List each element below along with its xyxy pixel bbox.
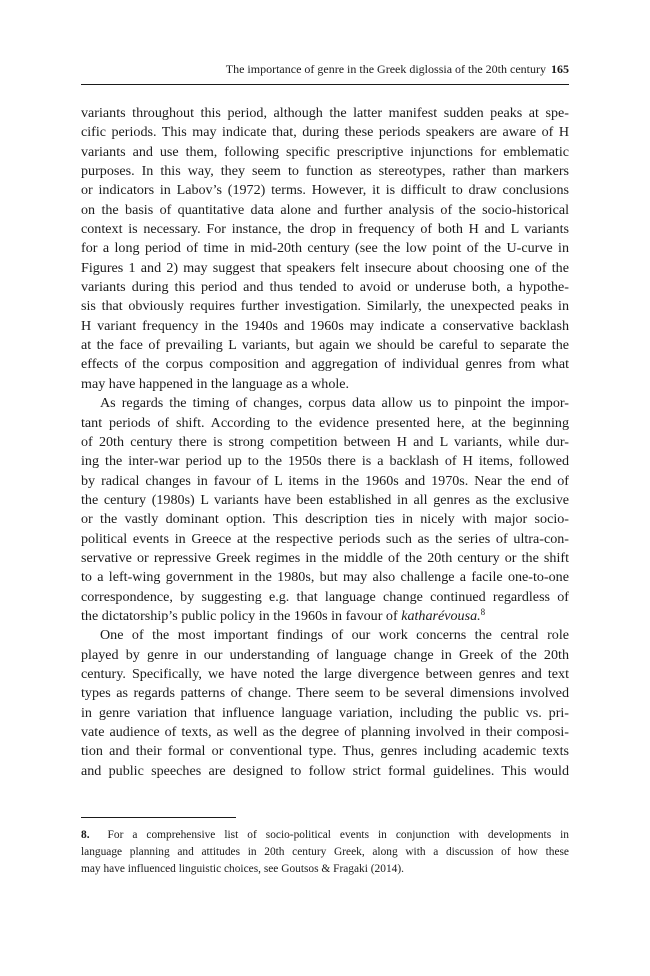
text-line: context is necessary. For instance, the drop in frequency of both H and L variants — [81, 221, 569, 238]
text-line: types as regards patterns of change. There seem to be several dimensions involved — [81, 685, 569, 702]
text-line: H variant frequency in the 1940s and 1960s may indicate a conservative backlash — [81, 317, 569, 334]
text-line-content: the dictatorship’s public policy in the 1960s in favour of — [81, 607, 402, 624]
footnote-reference[interactable]: 8 — [480, 606, 486, 617]
text-line: for a long period of time in mid-20th century (see the low point of the U-curve in — [81, 240, 569, 257]
text-line: at the face of prevailing L variants, but again we should be careful to separate the — [81, 337, 569, 354]
text-line: in genre variation that influence language variation, including the public vs. pri- — [81, 704, 569, 721]
footnote-line — [81, 827, 569, 844]
italic-term: katharévousa. — [401, 607, 481, 624]
text-line: of 20th century there is strong competition between H and L variants, while dur- — [81, 433, 569, 450]
text-line: may have happened in the language as a whole. — [81, 375, 350, 392]
text-line: and public speeches are designed to follow strict formal guidelines. This would — [81, 762, 569, 779]
text-line: to a left-wing government in the 1980s, but may also challenge a facile one-to-one — [81, 569, 569, 586]
running-title: The importance of genre in the Greek diglossia of the 20th century — [225, 62, 546, 76]
text-line: or the vastly dominant option. This description ties in nicely with major socio- — [81, 511, 569, 528]
text-line — [81, 607, 569, 626]
text-line: or indicators in Labov’s (1972) terms. However, it is difficult to draw conclusions — [81, 182, 569, 199]
page-number: 165 — [551, 62, 569, 76]
text-line: on the basis of quantitative data alone and further analysis of the socio-historical — [81, 201, 569, 218]
footnote-text: For a comprehensive list of socio-political events in conjunction with developments in — [107, 829, 569, 841]
text-line: cific periods. This may indicate that, during these periods speakers are aware of H — [81, 124, 569, 141]
footnote-line: may have influenced linguistic choices, see Goutsos & Fragaki (2014). — [81, 863, 404, 875]
text-line: servative or repressive Greek regimes in the middle of the 20th century or the shift — [81, 549, 569, 566]
running-header — [81, 62, 569, 80]
footnote-number: 8. — [81, 829, 90, 841]
text-line: As regards the timing of changes, corpus data allow us to pinpoint the impor- — [100, 395, 569, 412]
text-line: variants and use them, following specific prescriptive injunctions for emblematic — [81, 143, 569, 160]
text-line: effects of the corpus composition and aggregation of individual genres from what — [81, 356, 569, 373]
footnote-line: language planning and attitudes in 20th century Greek, along with a discussion of how these — [81, 846, 569, 858]
body-text — [81, 104, 569, 781]
text-line: political events in Greece at the respective periods such as the series of ultra-con- — [81, 530, 569, 547]
text-line: purposes. In this way, they seem to function as stereotypes, rather than markers — [81, 163, 569, 180]
footnote-rule — [81, 817, 236, 818]
text-line: vate audience of texts, as well as the degree of planning involved in their composi- — [81, 724, 569, 740]
text-line: One of the most important findings of our work concerns the central role — [100, 627, 569, 644]
footnote — [81, 827, 569, 878]
text-line: Figures 1 and 2) may suggest that speakers felt insecure about choosing one of the — [81, 259, 569, 276]
text-line: correspondence, by suggesting e.g. that language change continued regardless of — [81, 588, 569, 605]
header-rule — [81, 84, 569, 85]
text-line: variants throughout this period, although the latter manifest sudden peaks at spe- — [81, 105, 569, 121]
text-line: variants during this period and thus tended to avoid or underuse both, a hypothe- — [81, 279, 569, 296]
text-line: sis that obviously requires further investigation. Similarly, the unexpected peaks in — [81, 298, 569, 315]
text-line: played by genre in our understanding of language change in Greek of the 20th — [81, 646, 569, 663]
text-line: by radical changes in favour of L items in the 1960s and 1970s. Near the end of — [81, 472, 569, 489]
text-line: tant periods of shift. According to the evidence presented here, at the beginning — [81, 414, 569, 431]
text-line: tion and their formal or conventional type. Thus, genres including academic texts — [81, 743, 569, 760]
text-line: century. Specifically, we have noted the large divergence between genres and text — [81, 665, 569, 682]
text-line: the century (1980s) L variants have been established in all genres as the exclusive — [81, 491, 569, 508]
text-line: ing the inter-war period up to the 1950s there is a backlash of H items, followed — [81, 453, 569, 470]
